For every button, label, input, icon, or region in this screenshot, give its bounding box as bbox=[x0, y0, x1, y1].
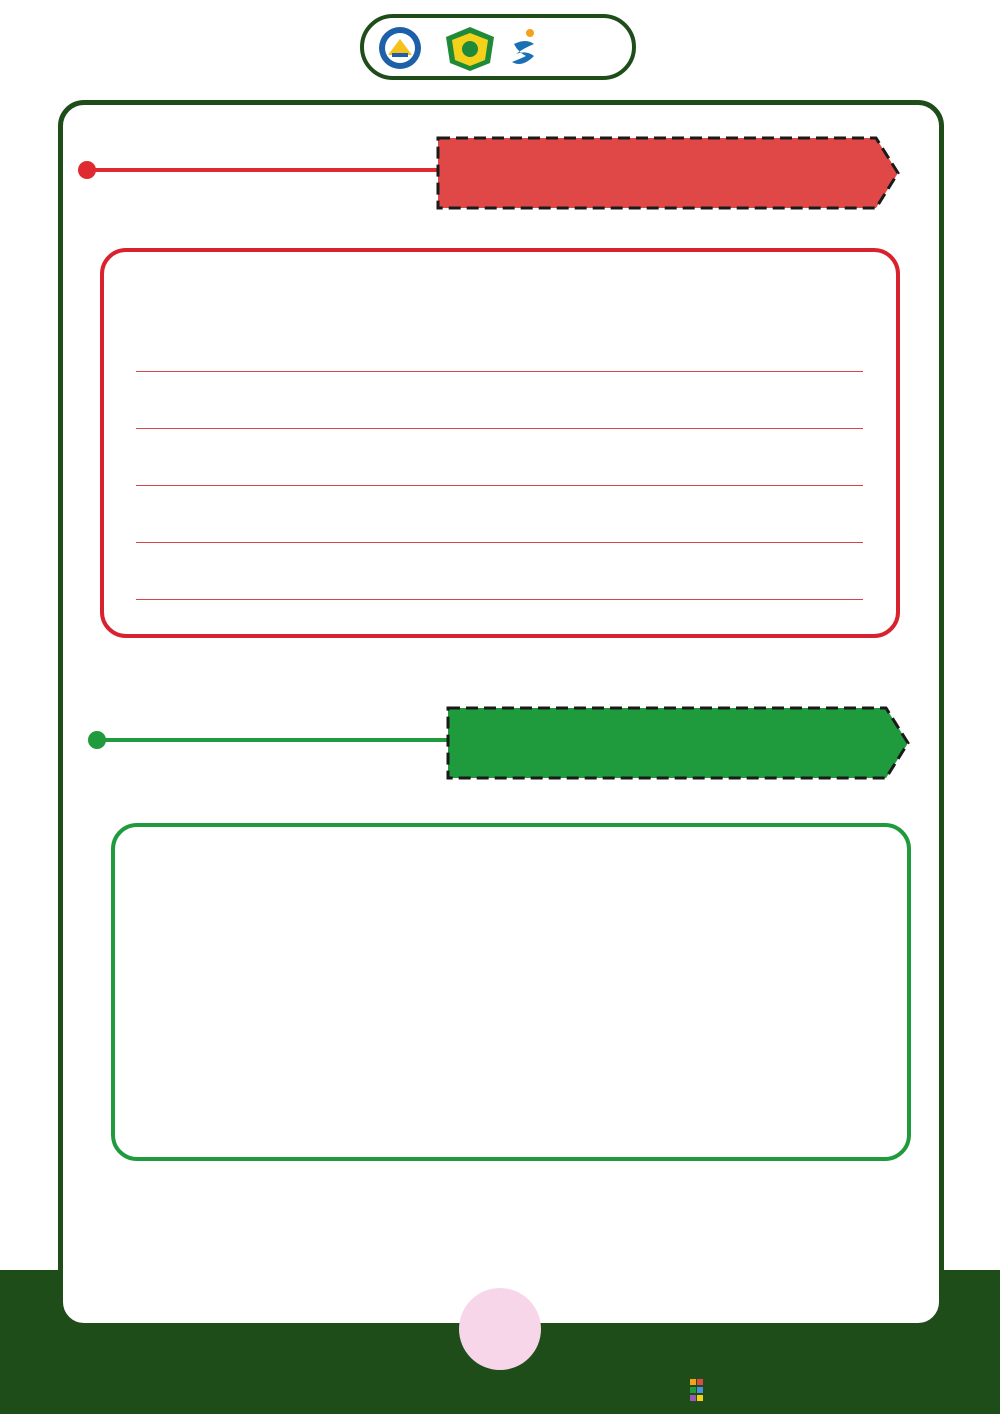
answer-line[interactable] bbox=[136, 485, 863, 486]
answer-line[interactable] bbox=[136, 371, 863, 372]
page-number-badge bbox=[459, 1288, 541, 1370]
problem-connector-line bbox=[90, 168, 440, 172]
qr-code-icon[interactable] bbox=[430, 996, 570, 1136]
answer-line[interactable] bbox=[136, 542, 863, 543]
answer-line[interactable] bbox=[136, 599, 863, 600]
data-connector-line bbox=[100, 738, 450, 742]
school-logo bbox=[442, 25, 498, 73]
problem-section-banner bbox=[436, 136, 902, 210]
liveworksheets-watermark bbox=[690, 1376, 995, 1408]
problem-section-title bbox=[436, 136, 902, 210]
header-logo-bar bbox=[360, 14, 636, 80]
answer-line[interactable] bbox=[136, 428, 863, 429]
kurikulum-merdeka-logo bbox=[510, 28, 630, 70]
data-section-banner bbox=[446, 706, 912, 780]
data-section-title bbox=[446, 706, 912, 780]
kemendikbud-logo bbox=[372, 25, 428, 71]
kurikulum-merdeka-mark-icon bbox=[510, 28, 540, 68]
problem-answer-box bbox=[100, 248, 900, 638]
liveworksheets-logo-icon bbox=[690, 1379, 710, 1401]
